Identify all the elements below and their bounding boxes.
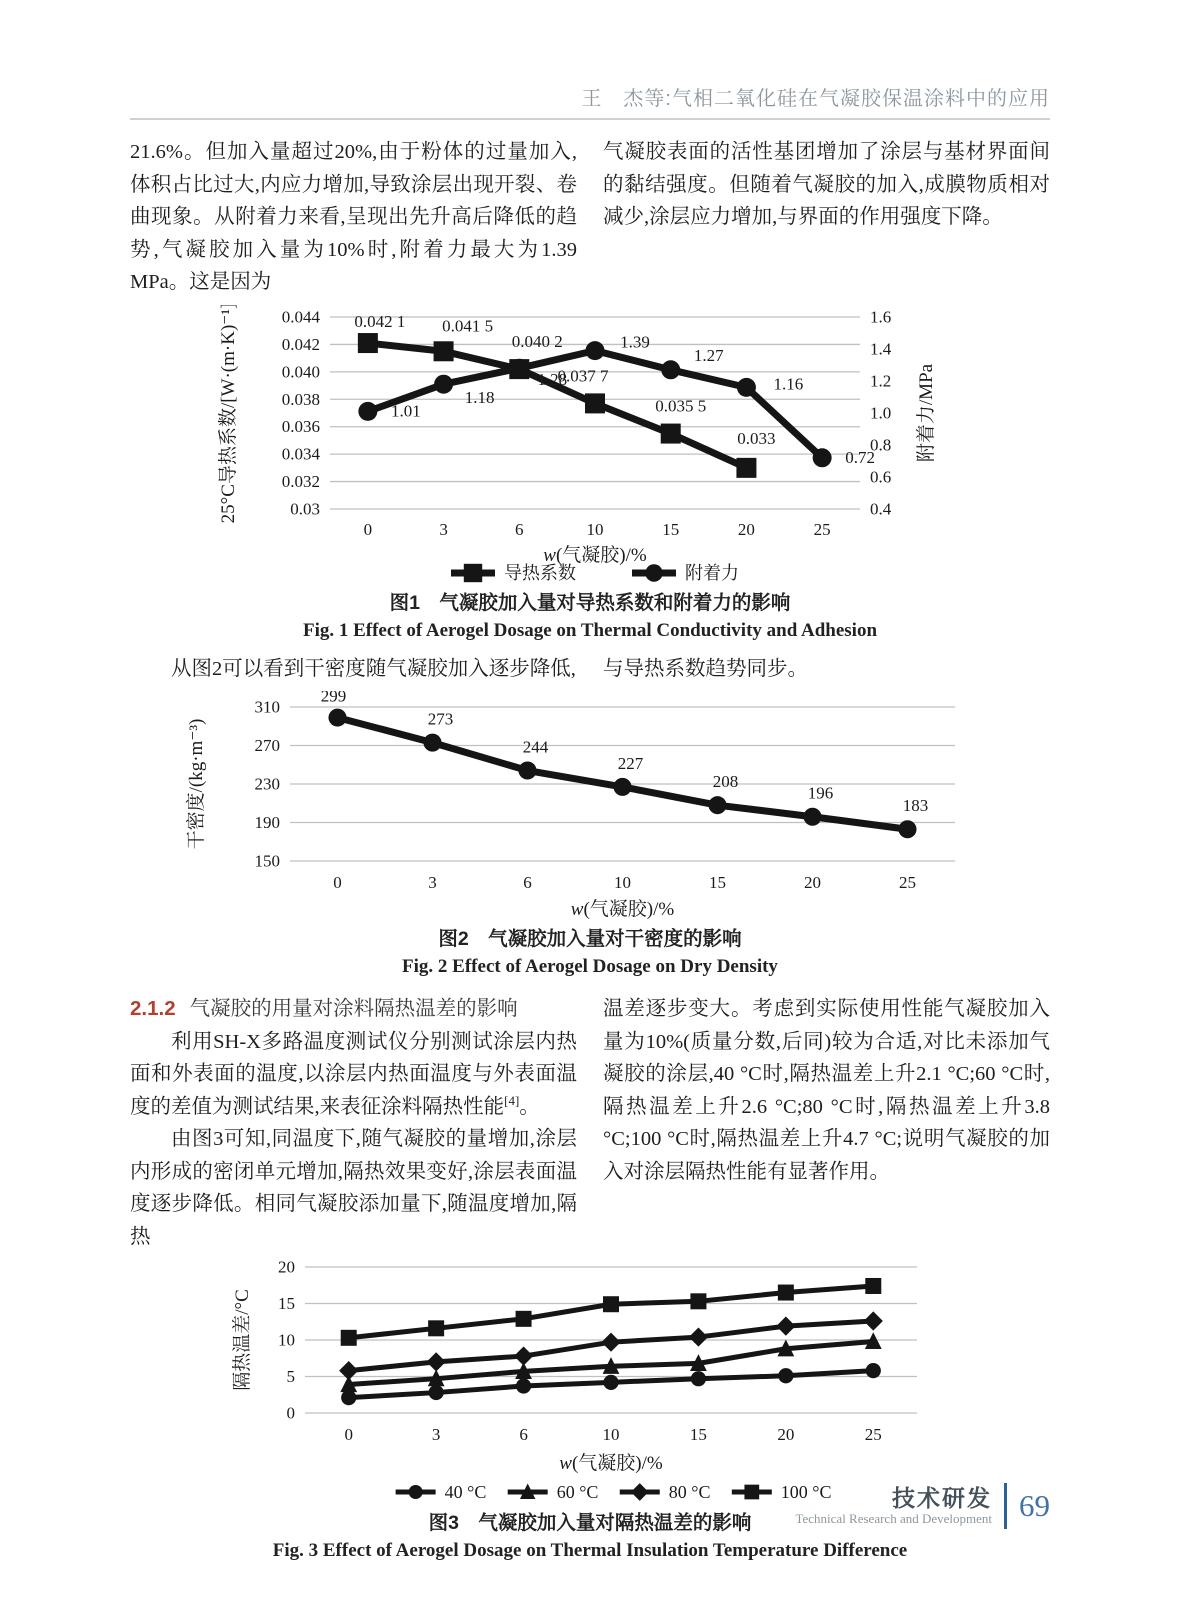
fig3-multi-series-line-chart <box>230 1255 935 1503</box>
svg-text:6: 6 <box>515 519 524 539</box>
svg-text:150: 150 <box>254 851 280 871</box>
svg-text:190: 190 <box>254 813 280 832</box>
page-number: 69 <box>1019 1488 1050 1523</box>
svg-text:0.042: 0.042 <box>281 334 320 354</box>
svg-text:导热系数: 导热系数 <box>504 562 576 583</box>
svg-text:0.040 2: 0.040 2 <box>511 331 563 351</box>
citation-ref: [4] <box>504 1092 520 1108</box>
svg-text:0: 0 <box>363 519 373 539</box>
body-text: 。 <box>519 1095 540 1118</box>
svg-text:15: 15 <box>278 1294 295 1313</box>
svg-text:1.16: 1.16 <box>773 373 804 393</box>
section-heading <box>130 993 577 1026</box>
svg-text:3: 3 <box>428 873 437 892</box>
svg-text:6: 6 <box>523 873 532 892</box>
svg-text:100 °C: 100 °C <box>780 1482 832 1502</box>
svg-text:5: 5 <box>286 1367 295 1386</box>
svg-text:25°C导热系数/[W·(m·K)⁻¹]: 25°C导热系数/[W·(m·K)⁻¹] <box>218 304 239 523</box>
svg-text:3: 3 <box>431 1425 441 1444</box>
figure-3-caption-en: Fig. 3 Effect of Aerogel Dosage on Thermal Insulation Temperature Difference <box>272 1540 908 1561</box>
svg-text:w(气凝胶)/%: w(气凝胶)/% <box>559 1453 663 1474</box>
figure-1 <box>130 305 1050 643</box>
svg-text:w(气凝胶)/%: w(气凝胶)/% <box>543 544 647 566</box>
page-footer <box>795 1483 1050 1529</box>
svg-text:25: 25 <box>864 1425 882 1444</box>
svg-text:0.03: 0.03 <box>290 499 320 518</box>
svg-text:20: 20 <box>737 519 755 539</box>
svg-text:0.8: 0.8 <box>870 435 892 454</box>
svg-text:10: 10 <box>278 1330 295 1350</box>
body-paragraph: 温差逐步变大。考虑到实际使用性能气凝胶加入量为10%(质量分数,后同)较为合适,对比未添加气凝胶的涂层,40 °C时,隔热温差上升2.1 °C;60 °C时,隔热温差上升2.6 °C;80 °C时,隔热温差上升3.8 °C;100 °C时,隔热温差上升4.7 °C;说明气凝胶的加入对涂层隔热性能有显著作用。 <box>603 998 1050 1183</box>
svg-text:1.18: 1.18 <box>464 387 495 407</box>
svg-text:244: 244 <box>522 737 549 757</box>
svg-text:1.39: 1.39 <box>620 332 650 352</box>
section-number: 2.1.2 <box>130 997 176 1020</box>
svg-text:15: 15 <box>689 1425 707 1444</box>
svg-text:10: 10 <box>586 519 604 539</box>
svg-text:208: 208 <box>712 772 739 792</box>
svg-text:10: 10 <box>602 1425 620 1444</box>
svg-text:270: 270 <box>254 736 280 755</box>
svg-text:0.032: 0.032 <box>281 471 320 491</box>
figure-1-caption <box>130 591 1050 643</box>
svg-text:隔热温差/°C: 隔热温差/°C <box>232 1289 253 1391</box>
svg-text:1.2: 1.2 <box>870 371 892 390</box>
svg-text:0.034: 0.034 <box>281 444 320 464</box>
body-paragraph: 由图3可知,同温度下,随气凝胶的量增加,涂层内形成的密闭单元增加,隔热效果变好,涂层表面温度逐步降低。相同气凝胶添加量下,随温度增加,隔热 <box>130 1128 577 1248</box>
svg-text:w(气凝胶)/%: w(气凝胶)/% <box>570 899 675 919</box>
svg-text:0.038: 0.038 <box>281 389 320 409</box>
svg-text:80 °C: 80 °C <box>668 1482 711 1502</box>
body-paragraph: 与导热系数趋势同步。 <box>603 657 808 680</box>
svg-text:227: 227 <box>617 753 644 773</box>
svg-text:20: 20 <box>278 1257 295 1277</box>
svg-text:6: 6 <box>519 1425 528 1444</box>
svg-text:10: 10 <box>614 873 631 892</box>
body-paragraph: 从图2可以看到干密度随气凝胶加入逐步降低, <box>171 657 576 680</box>
svg-text:299: 299 <box>320 691 347 706</box>
svg-text:0.040: 0.040 <box>281 361 320 381</box>
svg-text:15: 15 <box>709 873 726 892</box>
left-column <box>130 136 577 299</box>
svg-text:1.27: 1.27 <box>693 345 724 365</box>
paragraph-row-1 <box>130 136 1050 299</box>
svg-text:3: 3 <box>439 519 448 539</box>
svg-text:0: 0 <box>333 873 342 892</box>
footer-section-labels <box>795 1485 992 1527</box>
svg-text:196: 196 <box>807 783 834 803</box>
svg-text:230: 230 <box>254 774 280 794</box>
svg-text:25: 25 <box>813 519 831 539</box>
fig1-dual-axis-line-chart <box>210 305 955 583</box>
left-column <box>130 993 577 1253</box>
figure-3-caption-cn: 图3 气凝胶加入量对隔热温差的影响 <box>428 1512 752 1534</box>
svg-text:附着力: 附着力 <box>685 562 739 583</box>
right-column <box>603 993 1050 1253</box>
svg-text:0.037 7: 0.037 7 <box>557 365 609 385</box>
svg-text:273: 273 <box>427 709 454 729</box>
svg-text:40 °C: 40 °C <box>444 1482 487 1502</box>
footer-section-en: Technical Research and Development <box>795 1511 992 1526</box>
svg-text:1.6: 1.6 <box>870 307 892 326</box>
figure-2-caption-en: Fig. 2 Effect of Aerogel Dosage on Dry Density <box>402 956 778 977</box>
svg-text:15: 15 <box>662 519 680 539</box>
svg-text:0.042 1: 0.042 1 <box>354 311 406 331</box>
header-rule <box>130 118 1050 120</box>
svg-text:183: 183 <box>902 796 929 816</box>
figure-2-caption-cn: 图2 气凝胶加入量对干密度的影响 <box>438 928 742 950</box>
svg-text:1.28: 1.28 <box>537 369 568 389</box>
figure-2-caption <box>130 927 1050 979</box>
left-column <box>130 653 577 686</box>
right-column <box>603 136 1050 299</box>
figure-1-caption-en: Fig. 1 Effect of Aerogel Dosage on Thermal Conductivity and Adhesion <box>302 619 878 641</box>
running-head-title: 王 杰等:气相二氧化硅在气凝胶保温涂料中的应用 <box>581 88 1050 110</box>
paragraph-row-2 <box>130 653 1050 686</box>
svg-text:20: 20 <box>804 873 821 892</box>
body-paragraph <box>130 1026 577 1124</box>
svg-text:1.0: 1.0 <box>870 403 892 422</box>
svg-text:0.4: 0.4 <box>870 499 892 518</box>
right-column <box>603 653 1050 686</box>
svg-text:310: 310 <box>254 697 280 717</box>
svg-text:0.035 5: 0.035 5 <box>655 396 707 416</box>
svg-text:0.6: 0.6 <box>870 467 892 486</box>
svg-text:0.033: 0.033 <box>737 428 776 448</box>
svg-text:1.4: 1.4 <box>870 339 892 358</box>
svg-text:1.01: 1.01 <box>390 400 421 420</box>
footer-section-cn: 技术研发 <box>892 1485 992 1511</box>
svg-text:附着力/MPa: 附着力/MPa <box>916 363 937 462</box>
svg-text:0.044: 0.044 <box>281 307 320 326</box>
svg-text:0: 0 <box>344 1425 353 1444</box>
svg-text:0.041 5: 0.041 5 <box>442 315 494 335</box>
svg-text:25: 25 <box>899 873 916 892</box>
svg-text:0: 0 <box>286 1403 295 1423</box>
section-title: 气凝胶的用量对涂料隔热温差的影响 <box>189 997 518 1020</box>
body-paragraph: 21.6%。但加入量超过20%,由于粉体的过量加入,体积占比过大,内应力增加,导致涂层出现开裂、卷曲现象。从附着力来看,呈现出先升高后降低的趋势,气凝胶加入量为10%时,附着力最大为1.39 MPa。这是因为 <box>130 141 577 293</box>
svg-text:0.72: 0.72 <box>845 447 876 467</box>
figure-2 <box>130 691 1050 979</box>
section-2-1-2-row <box>130 993 1050 1253</box>
svg-text:0.036: 0.036 <box>281 416 320 436</box>
svg-text:干密度/(kg·m⁻³): 干密度/(kg·m⁻³) <box>186 718 207 850</box>
body-paragraph: 气凝胶表面的活性基团增加了涂层与基材界面间的黏结强度。但随着气凝胶的加入,成膜物质相对减少,涂层应力增加,与界面的作用强度下降。 <box>603 141 1050 228</box>
footer-divider-bar <box>1004 1483 1007 1529</box>
body-text: 利用SH-X多路温度测试仪分别测试涂层内热面和外表面的温度,以涂层内热面温度与外表面温度的差值为测试结果,来表征涂料隔热性能 <box>130 1030 577 1118</box>
figure-1-caption-cn: 图1 气凝胶加入量对导热系数和附着力的影响 <box>389 591 791 614</box>
svg-text:60 °C: 60 °C <box>556 1482 599 1502</box>
fig2-line-chart <box>180 691 980 919</box>
svg-text:20: 20 <box>777 1425 795 1444</box>
